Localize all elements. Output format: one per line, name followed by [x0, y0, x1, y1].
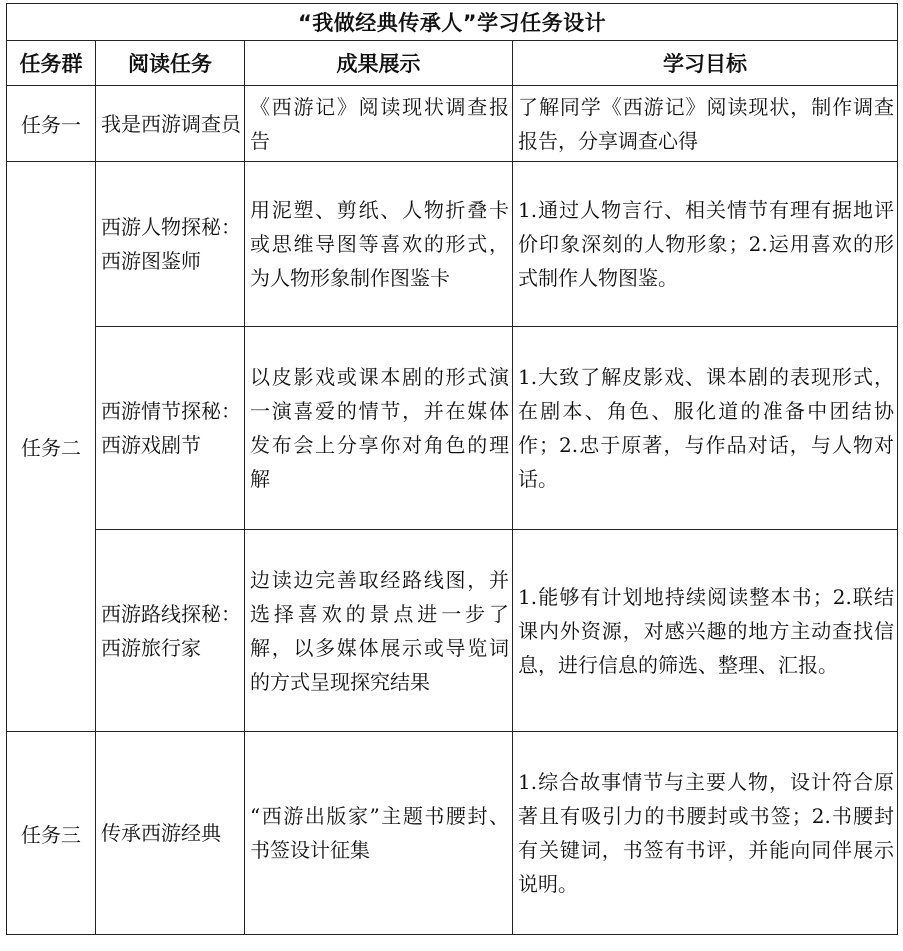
task-cell: 西游情节探秘：西游戏剧节: [96, 327, 245, 530]
result-cell: 用泥塑、剪纸、人物折叠卡或思维导图等喜欢的形式，为人物形象制作图鉴卡: [245, 162, 513, 327]
group-cell: 任务一: [7, 86, 96, 162]
goal-cell: 1.通过人物言行、相关情节有理有据地评价印象深刻的人物形象；2.运用喜欢的形式制作人物图鉴。: [513, 162, 898, 327]
header-goal: 学习目标: [513, 41, 898, 86]
header-result: 成果展示: [245, 41, 513, 86]
table-row: [7, 732, 898, 935]
table-title: “我做经典传承人”学习任务设计: [7, 4, 898, 41]
task-design-document: [6, 3, 897, 935]
task-cell: 我是西游调查员: [96, 86, 245, 162]
task-cell: 西游人物探秘：西游图鉴师: [96, 162, 245, 327]
result-cell: 《西游记》阅读现状调查报告: [245, 86, 513, 162]
table-row: [7, 162, 898, 327]
result-cell: 边读边完善取经路线图，并选择喜欢的景点进一步了解，以多媒体展示或导览词的方式呈现探究结果: [245, 530, 513, 732]
task-design-table: [6, 3, 898, 935]
result-cell: “西游出版家”主题书腰封、书签设计征集: [245, 732, 513, 935]
group-cell: 任务二: [7, 162, 96, 732]
group-cell: 任务三: [7, 732, 96, 935]
goal-cell: 1.能够有计划地持续阅读整本书；2.联结课内外资源，对感兴趣的地方主动查找信息，进行信息的筛选、整理、汇报。: [513, 530, 898, 732]
task-cell: 西游路线探秘：西游旅行家: [96, 530, 245, 732]
table-row: [7, 327, 898, 530]
table-row: [7, 530, 898, 732]
table-header-row: [7, 41, 898, 86]
goal-cell: 1.大致了解皮影戏、课本剧的表现形式，在剧本、角色、服化道的准备中团结协作；2.忠于原著，与作品对话，与人物对话。: [513, 327, 898, 530]
result-cell: 以皮影戏或课本剧的形式演一演喜爱的情节，并在媒体发布会上分享你对角色的理解: [245, 327, 513, 530]
goal-cell: 1.综合故事情节与主要人物，设计符合原著且有吸引力的书腰封或书签；2.书腰封有关键词，书签有书评，并能向同伴展示说明。: [513, 732, 898, 935]
header-group: 任务群: [7, 41, 96, 86]
header-task: 阅读任务: [96, 41, 245, 86]
goal-cell: 了解同学《西游记》阅读现状，制作调查报告，分享调查心得: [513, 86, 898, 162]
table-row: [7, 86, 898, 162]
task-cell: 传承西游经典: [96, 732, 245, 935]
